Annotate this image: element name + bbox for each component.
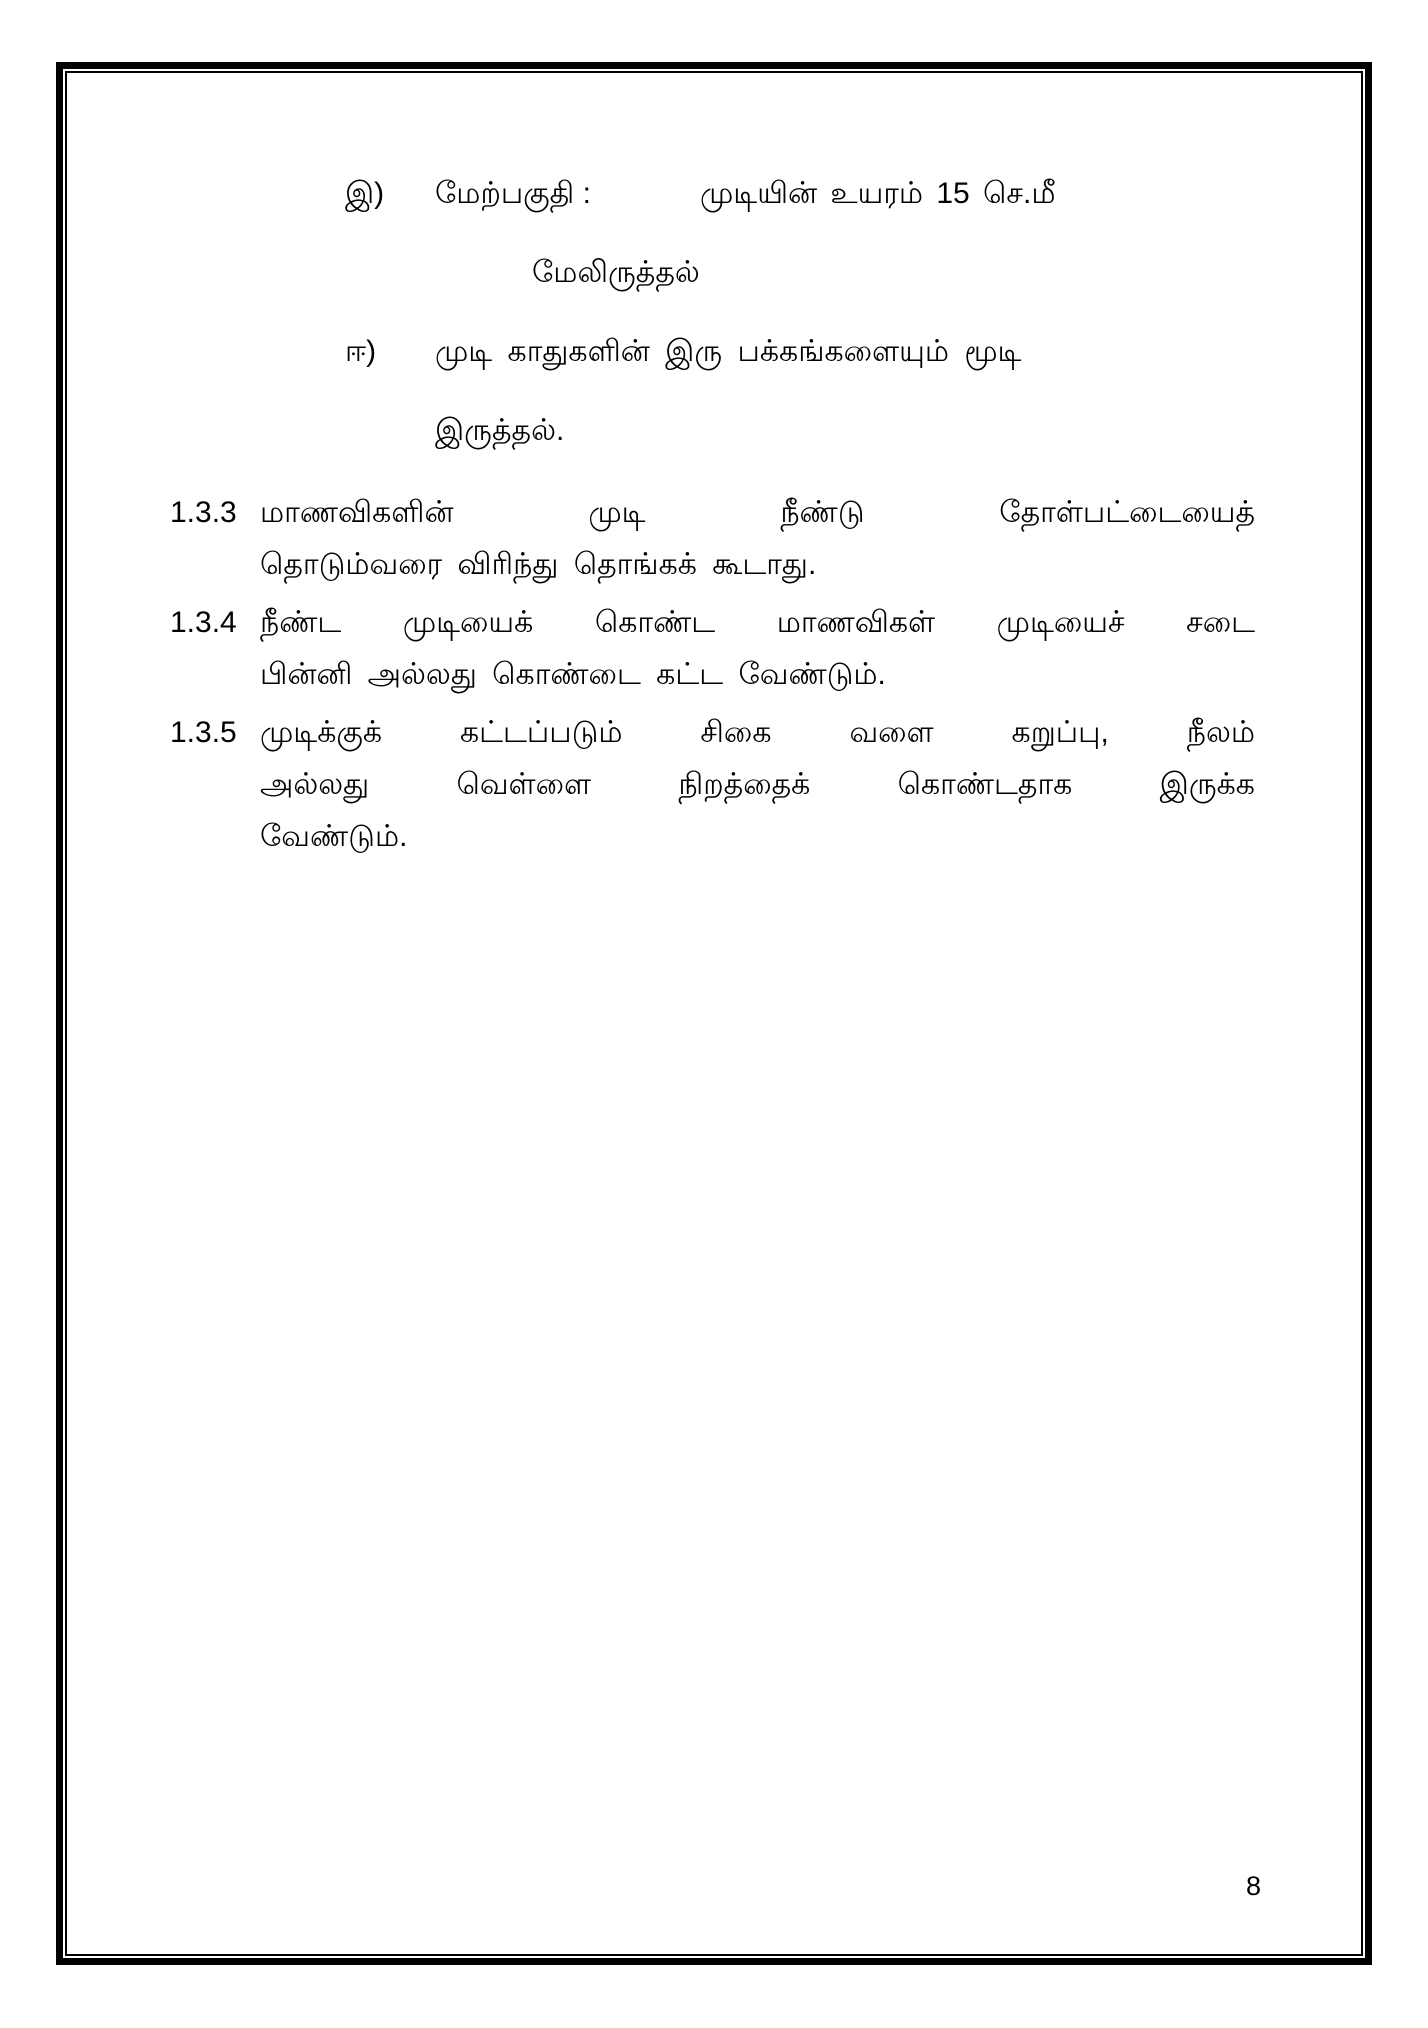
clause-1-3-3: [170, 487, 1255, 591]
clause-text-line: அல்லது வெள்ளை நிறத்தைக் கொண்டதாக இருக்க: [260, 768, 1255, 801]
sub-item-ii-line2: [170, 398, 1255, 477]
numbered-clause-list: [170, 487, 1255, 863]
clause-text: [260, 487, 1255, 591]
clause-text-line: மாணவிகளின் முடி நீண்டு தோள்பட்டையைத்: [260, 496, 1255, 529]
page-number: 8: [1245, 1871, 1261, 1901]
sub-item-term: மேற்பகுதி :: [435, 177, 591, 210]
sub-item-continuation: மேலிருத்தல்: [532, 256, 700, 289]
clause-number: 1.3.4: [170, 606, 237, 639]
sub-item-definition: முடியின் உயரம் 15 செ.மீ: [700, 177, 1056, 210]
sub-item-label: ஈ): [345, 335, 377, 368]
clause-text-line: வேண்டும்.: [260, 820, 408, 853]
page-border-outer: [56, 62, 1372, 1965]
sub-item-i-line2: [170, 240, 1255, 319]
clause-text-line: நீண்ட முடியைக் கொண்ட மாணவிகள் முடியைச் சடை: [260, 606, 1255, 639]
sub-item-label: இ): [345, 177, 385, 210]
page-content: [170, 161, 1255, 869]
clause-text: [260, 707, 1255, 863]
sub-item-ii-line1: [170, 319, 1255, 398]
clause-1-3-5: [170, 707, 1255, 863]
clause-text-line: பின்னி அல்லது கொண்டை கட்ட வேண்டும்.: [260, 658, 886, 691]
clause-number: 1.3.3: [170, 496, 237, 529]
sub-item-text-continuation: இருத்தல்.: [435, 414, 565, 447]
clause-text-line: தொடும்வரை விரிந்து தொங்கக் கூடாது.: [260, 548, 817, 581]
clause-number: 1.3.5: [170, 716, 237, 749]
clause-text: [260, 597, 1255, 701]
sub-item-i-line1: [170, 161, 1255, 240]
clause-1-3-4: [170, 597, 1255, 701]
page-border-inner: [65, 71, 1363, 1956]
clause-text-line: முடிக்குக் கட்டப்படும் சிகை வளை கறுப்பு, நீலம்: [260, 716, 1255, 749]
sub-item-text: முடி காதுகளின் இரு பக்கங்களையும் மூடி: [435, 335, 1022, 368]
